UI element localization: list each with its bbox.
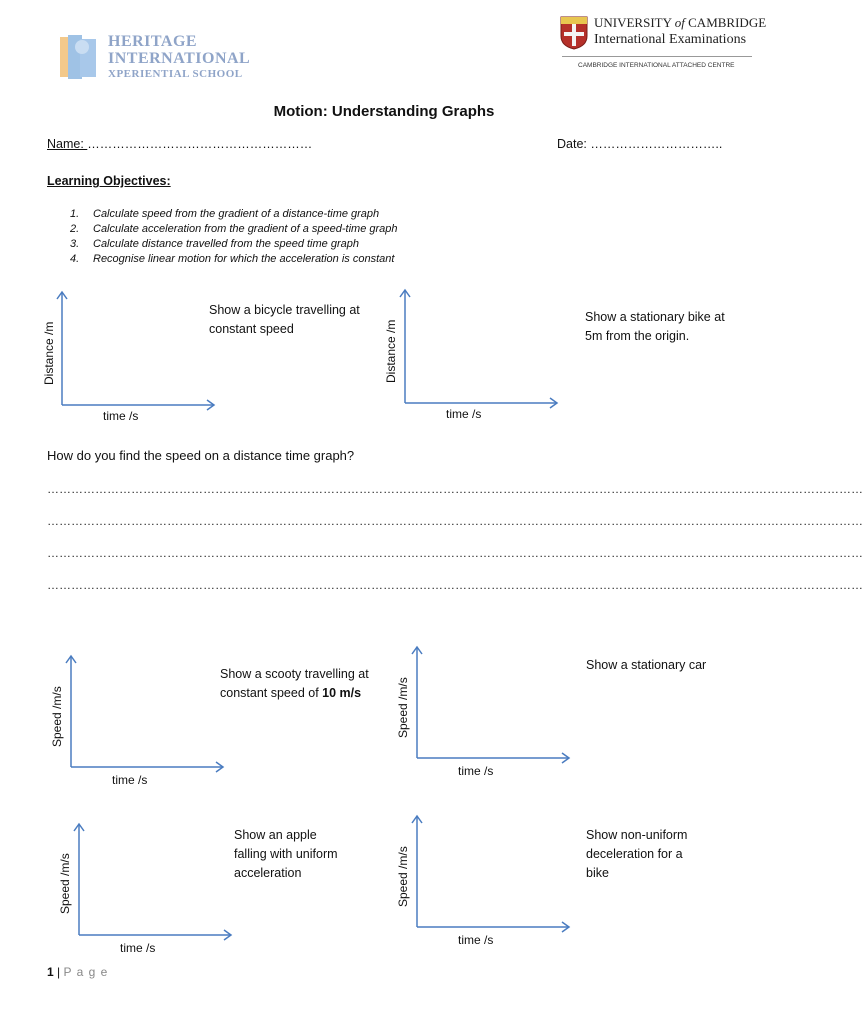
x-axis-label-5: time /s <box>120 941 156 955</box>
page-number: 1 <box>47 965 54 979</box>
x-axis-label-3: time /s <box>112 773 148 787</box>
school-name-line2: INTERNATIONAL <box>108 50 251 67</box>
name-dots: ……………………………………………… <box>87 137 313 151</box>
objectives-heading: Learning Objectives: <box>47 174 171 188</box>
y-axis-label-3: Speed /m/s <box>50 686 64 747</box>
y-axis-label-5: Speed /m/s <box>58 853 72 914</box>
attached-centre-label: CAMBRIDGE INTERNATIONAL ATTACHED CENTRE <box>578 62 735 69</box>
objective-item: 3. Calculate distance travelled from the speed time graph <box>70 238 359 250</box>
x-axis-label-6: time /s <box>458 933 494 947</box>
y-axis-label-4: Speed /m/s <box>396 677 410 738</box>
answer-line[interactable]: …………………………………………………………………………………………………………………………………………………………………………………… <box>47 578 863 592</box>
school-logo-icon <box>58 33 102 81</box>
graph-5-caption: Show an apple falling with uniform acceleration <box>234 828 338 880</box>
graph-axes-6 <box>405 812 575 934</box>
page-title: Motion: Understanding Graphs <box>273 103 495 120</box>
graph-4-caption: Show a stationary car <box>586 658 707 672</box>
y-axis-label-6: Speed /m/s <box>396 846 410 907</box>
exam-board-name: International Examinations <box>594 32 747 47</box>
graph-1-caption: Show a bicycle travelling at constant speed <box>209 303 360 336</box>
graph-axes-5 <box>67 820 237 942</box>
x-axis-label-2: time /s <box>446 407 482 421</box>
page-footer <box>47 965 108 979</box>
footer-separator: | <box>53 965 64 979</box>
question-text: How do you find the speed on a distance time graph? <box>47 448 355 463</box>
school-name-line3: XPERIENTIAL SCHOOL <box>108 68 243 80</box>
objective-item: 4. Recognise linear motion for which the acceleration is constant <box>70 253 395 265</box>
answer-line[interactable]: …………………………………………………………………………………………………………………………………………………………………………………… <box>47 514 863 528</box>
date-dots: ………………………….. <box>590 137 723 151</box>
x-axis-label-1: time /s <box>103 409 139 423</box>
name-field[interactable] <box>47 137 312 151</box>
objective-item: 1. Calculate speed from the gradient of a distance-time graph <box>70 208 380 220</box>
cambridge-logo <box>560 14 767 74</box>
date-label: Date: <box>557 137 591 151</box>
school-logo <box>58 33 278 83</box>
graph-axes-1 <box>50 288 220 410</box>
y-axis-label-1: Distance /m <box>42 321 56 385</box>
graph-3-caption: Show a scooty travelling at constant speed of 10 m/s <box>220 667 369 700</box>
graph-2-caption: Show a stationary bike at 5m from the origin. <box>585 310 725 343</box>
answer-line[interactable]: …………………………………………………………………………………………………………………………………………………………………………………… <box>47 546 863 560</box>
objective-item: 2. Calculate acceleration from the gradient of a speed-time graph <box>70 223 398 235</box>
graph-axes-4 <box>405 643 575 765</box>
y-axis-label-2: Distance /m <box>384 319 398 383</box>
objectives-list <box>70 207 398 267</box>
x-axis-label-4: time /s <box>458 764 494 778</box>
university-name: UNIVERSITY of CAMBRIDGE <box>594 15 767 30</box>
answer-line[interactable]: …………………………………………………………………………………………………………………………………………………………………………………… <box>47 482 863 496</box>
header-rule <box>562 56 752 57</box>
graph-6-caption: Show non-uniform deceleration for a bike <box>586 828 688 880</box>
cambridge-shield-icon <box>560 16 588 50</box>
page-word: P a g e <box>63 965 109 979</box>
graph-axes-3 <box>59 652 229 774</box>
graph-axes-2 <box>393 286 563 408</box>
school-name-line1: HERITAGE <box>108 33 198 50</box>
name-label: Name: <box>47 137 88 151</box>
date-field[interactable] <box>557 137 722 151</box>
